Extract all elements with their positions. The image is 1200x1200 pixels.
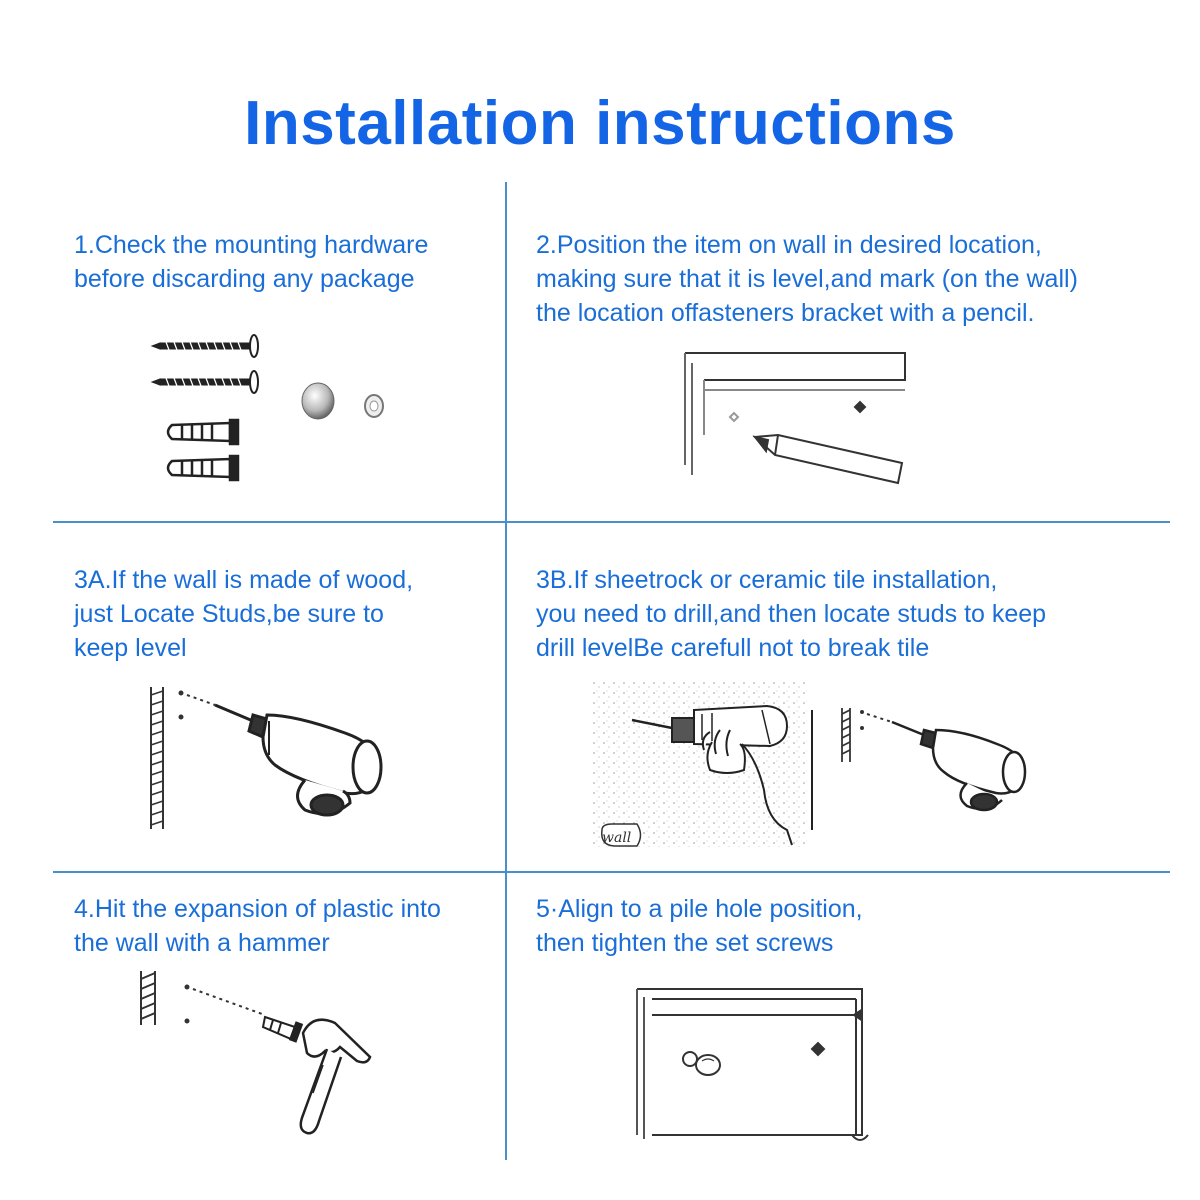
step-4-text [74, 892, 441, 960]
step-5-line-2: then tighten the set screws [536, 929, 834, 957]
step-4-line-1: 4.Hit the expansion of plastic into [74, 895, 441, 923]
step-3b-line-2: you need to drill,and then locate studs to keep [536, 600, 1047, 628]
wall-anchor-icon [263, 1017, 302, 1041]
step-2-line-3: the location offasteners bracket with a pencil. [536, 299, 1035, 327]
step-5-text [536, 892, 863, 960]
screw-cap-icon [683, 1052, 720, 1075]
step-3a-line-2: just Locate Studs,be sure to [74, 600, 384, 628]
wall-anchor-icon [168, 456, 238, 480]
screw-icon [152, 335, 258, 357]
hammer-icon [301, 1020, 370, 1134]
step-3b-line-1: 3B.If sheetrock or ceramic tile installation, [536, 566, 998, 594]
wall-anchor-icon [168, 420, 238, 444]
step-1-line-1: 1.Check the mounting hardware [74, 231, 429, 259]
step-3b-line-3: drill levelBe carefull not to break tile [536, 634, 930, 662]
step-3a-line-3: keep level [74, 634, 187, 662]
step-3a-line-1: 3A.If the wall is made of wood, [74, 566, 414, 594]
step-1-text [74, 228, 428, 296]
drill-icon [892, 722, 1025, 810]
step-2-text [536, 228, 1078, 330]
vertical-divider [505, 182, 507, 1160]
wood-drill-illustration [145, 685, 395, 835]
mounted-item-illustration [632, 985, 877, 1145]
hardware-illustration [150, 330, 410, 490]
step-2-line-2: making sure that it is level,and mark (on the wall) [536, 265, 1078, 293]
horizontal-divider-2 [53, 871, 1170, 873]
step-1-line-2: before discarding any package [74, 265, 415, 293]
screw-icon [152, 371, 258, 393]
bracket-pencil-illustration [680, 345, 920, 495]
screw-cap-icon [302, 383, 383, 419]
step-2-line-1: 2.Position the item on wall in desired location, [536, 231, 1042, 259]
wood-stud-icon [842, 708, 850, 762]
wood-stud-icon [151, 687, 163, 829]
step-5-line-1: 5·Align to a pile hole position, [536, 895, 863, 923]
wood-stud-icon [141, 971, 155, 1025]
step-3b-text [536, 563, 1046, 665]
wall-label: wall [602, 830, 632, 846]
hammer-illustration [135, 965, 385, 1145]
drill-icon [215, 705, 381, 815]
horizontal-divider-1 [53, 521, 1170, 523]
step-4-line-2: the wall with a hammer [74, 929, 330, 957]
step-3a-text [74, 563, 413, 665]
tile-drill-illustration [592, 680, 1032, 860]
page-title: Installation instructions [244, 89, 956, 158]
